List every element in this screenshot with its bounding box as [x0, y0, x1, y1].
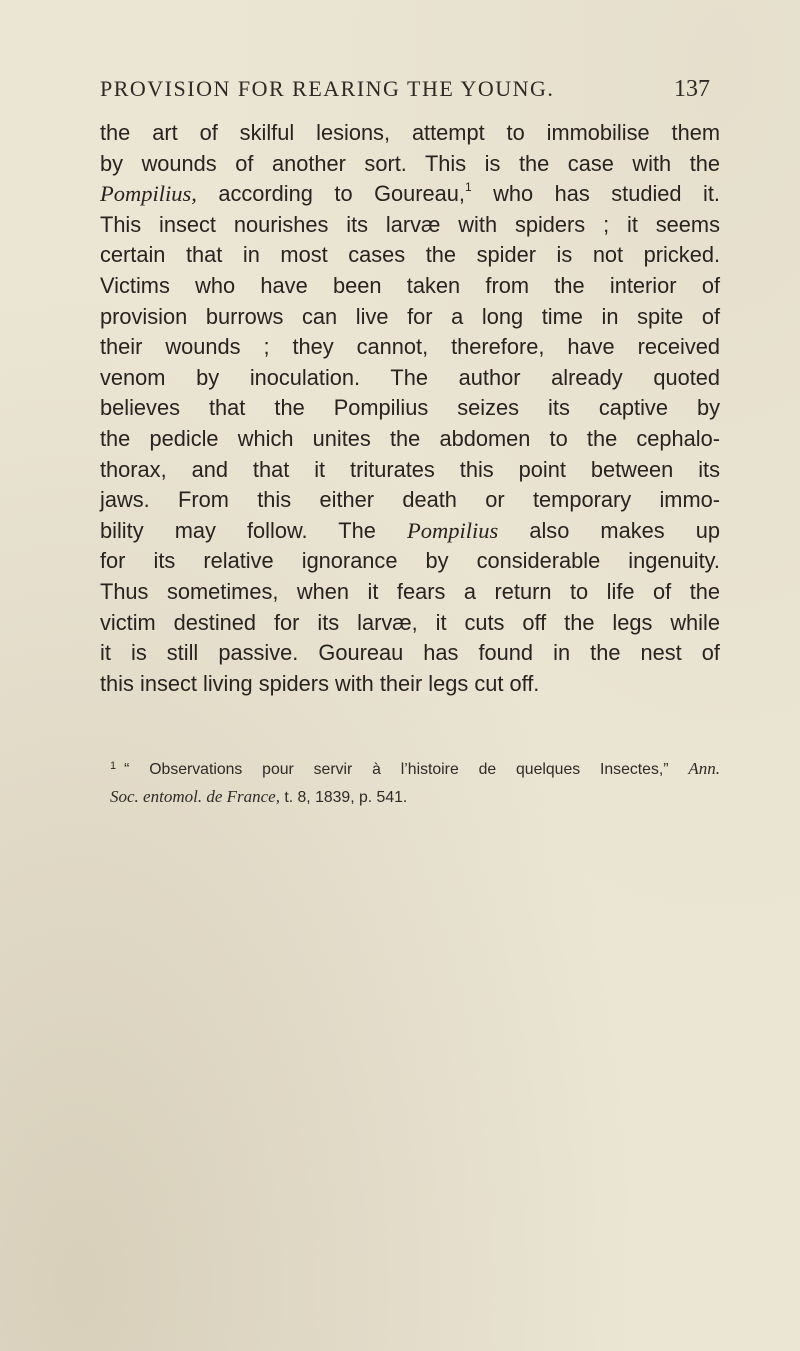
- text-line: Victims who have been taken from the interior of: [100, 272, 720, 298]
- italic-genus-name: Pompilius: [406, 517, 499, 543]
- text-line: the art of skilful lesions, attempt to immobilise them: [100, 120, 720, 145]
- text-line: jaws. From this either death or temporary immo-: [100, 487, 720, 513]
- text-fragment: according to Goureau,: [196, 181, 465, 207]
- footnote-line: [110, 756, 720, 784]
- text-line: for its relative ignorance by considerable ingenuity.: [100, 548, 720, 574]
- footnote-reference: 1: [464, 179, 472, 194]
- text-line: by wounds of another sort. This is the case with the: [100, 150, 720, 176]
- footnote-marker: 1: [110, 760, 117, 772]
- text-line: this insect living spiders with their legs cut off.: [100, 670, 540, 696]
- text-fragment: who has studied it.: [471, 181, 720, 207]
- italic-genus-name: Pompilius,: [100, 181, 197, 207]
- text-line: it is still passive. Goureau has found in the nest of: [100, 640, 720, 666]
- page-number: 137: [674, 76, 710, 102]
- text-line: provision burrows can live for a long time in spite of: [100, 303, 720, 329]
- text-line: certain that in most cases the spider is not pricked.: [100, 242, 720, 268]
- footnote-volume: t. 8, 1839, p. 541.: [279, 789, 408, 806]
- text-line: thorax, and that it triturates this point between its: [100, 456, 720, 482]
- text-line: [100, 179, 720, 210]
- text-line: This insect nourishes its larvæ with spiders ; it seems: [100, 211, 720, 237]
- text-line: victim destined for its larvæ, it cuts off the legs while: [100, 609, 720, 635]
- footnote-citation: “ Observations pour servir à l’histoire de quelques Insectes,”: [124, 761, 689, 778]
- page-header: [100, 76, 710, 112]
- text-line: [100, 516, 720, 547]
- text-line: venom by inoculation. The author already quoted: [100, 364, 720, 390]
- text-line: believes that the Pompilius seizes its captive by: [100, 395, 720, 421]
- text-line: Thus sometimes, when it fears a return to life of the: [100, 578, 720, 604]
- text-fragment: also makes up: [498, 517, 720, 543]
- footnote-line: [110, 784, 720, 810]
- text-line: the pedicle which unites the abdomen to the cephalo-: [100, 425, 720, 451]
- body-paragraph: [100, 118, 720, 699]
- footnote-journal: Ann.: [688, 759, 720, 778]
- text-line: their wounds ; they cannot, therefore, have received: [100, 334, 720, 360]
- footnote-journal: Soc. entomol. de France,: [110, 787, 280, 806]
- footnote: [110, 756, 720, 810]
- running-head: PROVISION FOR REARING THE YOUNG.: [100, 76, 555, 101]
- text-fragment: bility may follow. The: [100, 517, 407, 543]
